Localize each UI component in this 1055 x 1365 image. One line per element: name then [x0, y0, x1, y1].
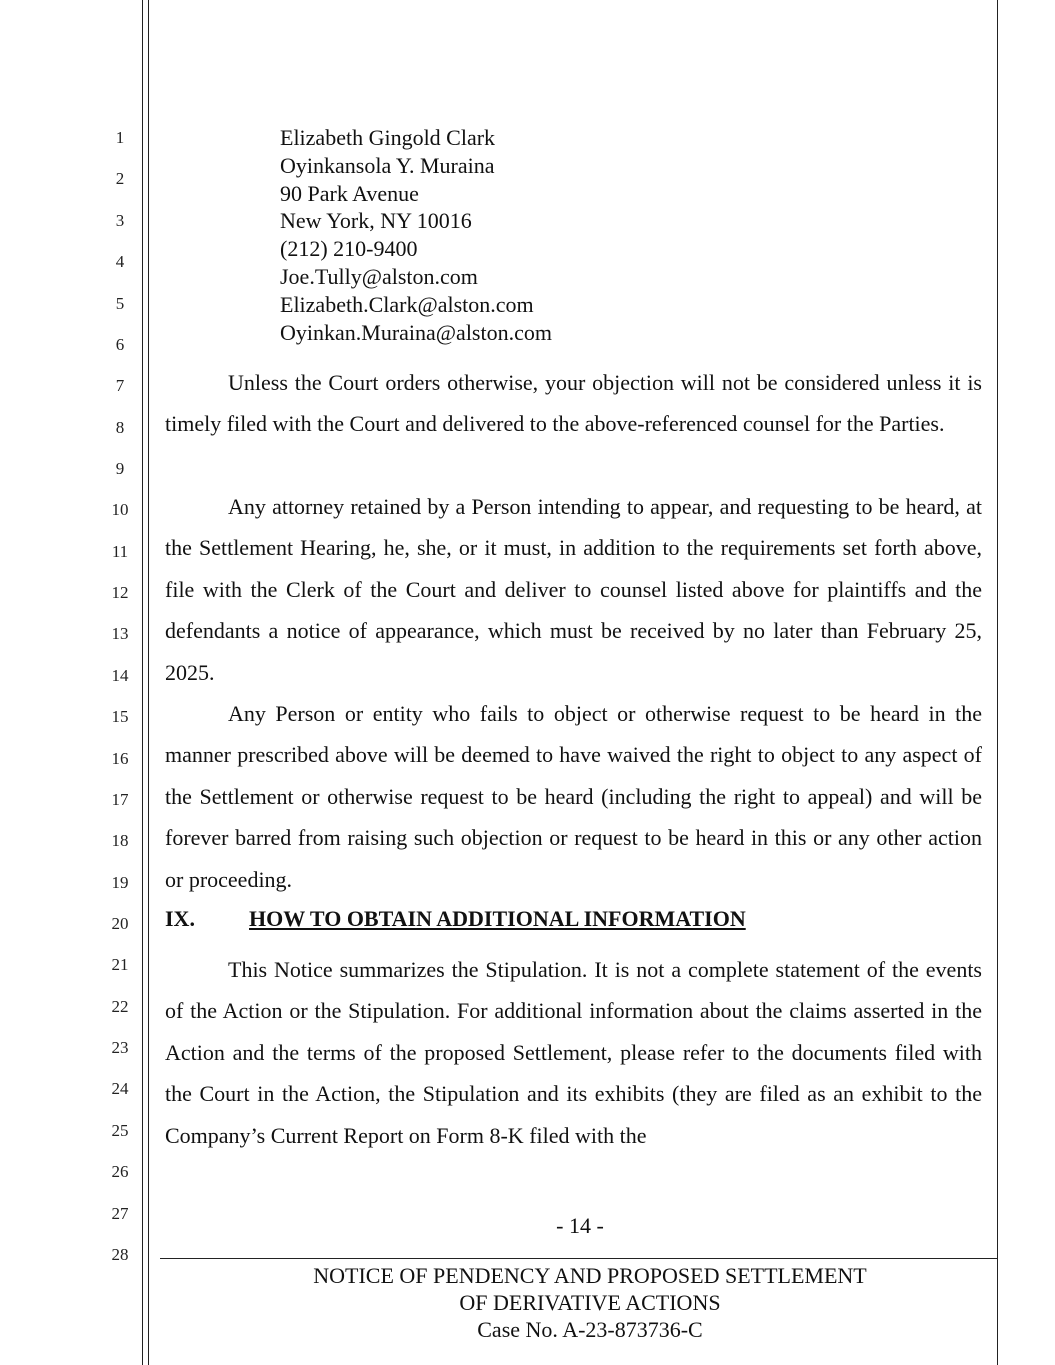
paragraph-objection-filing: Unless the Court orders otherwise, your objection will not be considered unless it is timely filed with the Court and delivered to the above-referenced counsel for the Parties.: [165, 370, 982, 437]
line-number: 7: [115, 376, 125, 395]
line-number: 6: [115, 335, 125, 354]
email-link[interactable]: Oyinkan.Muraina@alston.com: [280, 319, 552, 345]
footer-divider: [160, 1258, 997, 1259]
line-number: 1: [115, 128, 125, 147]
line-number: 2: [115, 169, 125, 188]
left-margin-rule-outer: [142, 0, 143, 1365]
address-line: New York, NY 10016: [280, 208, 472, 234]
line-number: 27: [111, 1204, 129, 1223]
email-link[interactable]: Joe.Tully@alston.com: [280, 263, 478, 289]
paragraph-attorney-appearance: Any attorney retained by a Person intending to appear, and requesting to be heard, at the Settlement Hearing, he, she, or it must, in addition to the requirements set forth above, file with the Clerk of the Court and deliver to counsel listed above for plaintiffs and the defendants a notice of appearance, which must be received by no later than February 25, 2025.: [165, 494, 982, 685]
line-number: 5: [115, 294, 125, 313]
section-title: HOW TO OBTAIN ADDITIONAL INFORMATION: [249, 906, 746, 931]
section-heading: [165, 898, 746, 939]
line-number: 20: [111, 914, 129, 933]
line-number: 11: [111, 542, 129, 561]
line-number: 17: [111, 790, 129, 809]
address-line: Elizabeth Gingold Clark: [280, 125, 496, 150]
line-number: 25: [111, 1121, 129, 1140]
line-number: 15: [111, 707, 129, 726]
line-number: 22: [111, 997, 129, 1016]
line-number: 19: [111, 873, 129, 892]
line-number: 3: [115, 211, 125, 230]
email-link[interactable]: Elizabeth.Clark@alston.com: [280, 291, 534, 317]
line-number: 13: [111, 624, 129, 643]
line-number: 9: [115, 459, 125, 478]
line-number: 24: [111, 1079, 129, 1098]
paragraph-waiver: Any Person or entity who fails to object or otherwise request to be heard in the manner prescribed above will be deemed to have waived the right to object to any aspect of the Settlement or otherwise request to be heard (including the right to appeal) and will be forever barred from raising such objection or request to be heard in this or any other action or proceeding.: [165, 701, 982, 892]
address-line: (212) 210-9400: [280, 236, 418, 262]
line-number: 18: [111, 831, 129, 850]
right-margin-rule: [997, 0, 998, 1365]
line-number: 8: [115, 418, 125, 437]
address-line: 90 Park Avenue: [280, 180, 419, 206]
counsel-address-block: [280, 124, 552, 346]
line-number: 16: [111, 749, 129, 768]
footer-case-number: Case No. A-23-873736-C: [477, 1317, 703, 1342]
line-number: 28: [111, 1245, 129, 1264]
line-number: 23: [111, 1038, 129, 1057]
address-line: Oyinkansola Y. Muraina: [280, 152, 495, 178]
section-number: IX.: [165, 906, 195, 931]
left-margin-rule-inner: [148, 0, 149, 1365]
footer-title-line-2: OF DERIVATIVE ACTIONS: [459, 1290, 721, 1315]
document-footer: [160, 1262, 1020, 1343]
line-number: 21: [111, 955, 129, 974]
paragraph-additional-info: This Notice summarizes the Stipulation. It is not a complete statement of the events of the Action or the Stipulation. For additional information about the claims asserted in the Action and the terms of the proposed Settlement, please refer to the documents filed with the Court in the Action, the Stipulation and its exhibits (they are filed as an exhibit to the Company’s Current Report on Form 8-K filed with the: [165, 957, 982, 1148]
page-number: - 14 -: [556, 1213, 604, 1238]
line-number: 14: [111, 666, 129, 685]
line-number: 4: [115, 252, 125, 271]
line-number: 10: [111, 500, 129, 519]
footer-title-line-1: NOTICE OF PENDENCY AND PROPOSED SETTLEMENT: [313, 1263, 867, 1288]
line-number: 26: [111, 1162, 129, 1181]
line-number: 12: [111, 583, 129, 602]
